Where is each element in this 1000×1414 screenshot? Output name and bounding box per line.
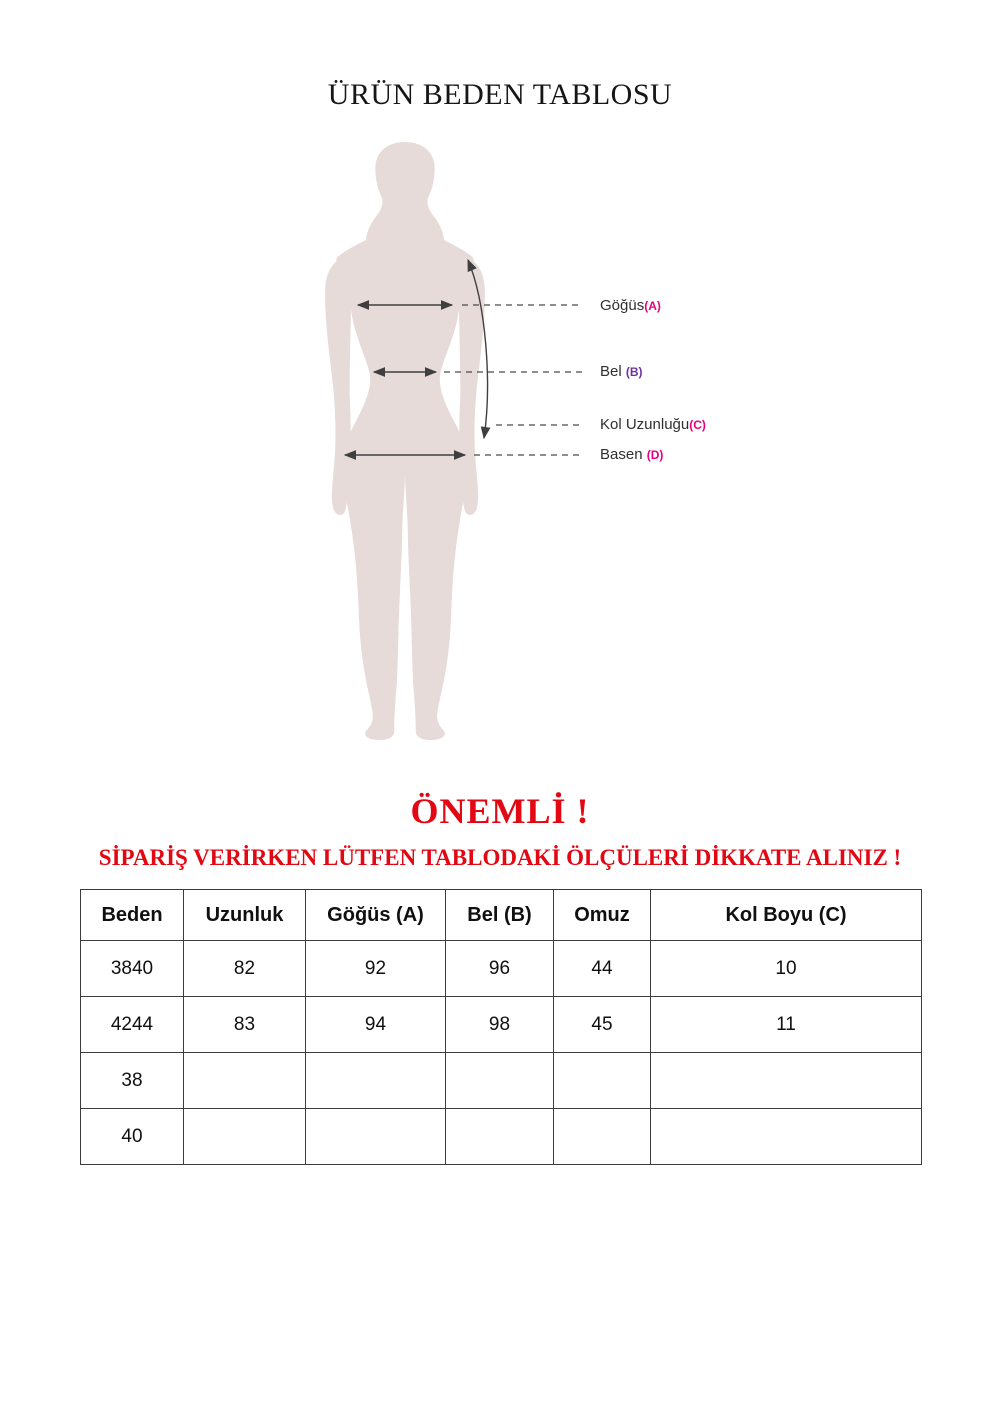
size-table	[80, 889, 922, 1165]
table-cell: 44	[554, 941, 651, 997]
page-title: ÜRÜN BEDEN TABLOSU	[327, 78, 673, 111]
silhouette-left-arm	[325, 258, 351, 515]
measurement-code: (B)	[625, 365, 643, 379]
table-header-row	[81, 890, 922, 941]
table-cell: 96	[446, 941, 554, 997]
table-row	[81, 997, 922, 1053]
table-cell: 3840	[81, 941, 184, 997]
table-cell	[306, 1109, 446, 1165]
order-warning-text: SİPARİŞ VERİRKEN LÜTFEN TABLODAKİ ÖLÇÜLERİ DİKKATE ALINIZ !	[98, 845, 902, 870]
silhouette-right-arm	[459, 258, 485, 515]
measurement-label-chest	[600, 297, 661, 315]
body-silhouette	[325, 142, 485, 740]
table-cell	[554, 1109, 651, 1165]
table-cell: 92	[306, 941, 446, 997]
column-header-beden: Beden	[81, 890, 184, 941]
table-cell: 4244	[81, 997, 184, 1053]
table-cell	[184, 1109, 306, 1165]
table-row	[81, 1053, 922, 1109]
table-cell	[446, 1109, 554, 1165]
table-cell	[184, 1053, 306, 1109]
table-cell	[651, 1053, 922, 1109]
size-diagram	[290, 138, 600, 753]
measurement-code: (A)	[644, 299, 661, 313]
table-cell	[306, 1053, 446, 1109]
important-heading: ÖNEMLİ !	[410, 791, 590, 831]
table-cell: 38	[81, 1053, 184, 1109]
column-header-omuz: Omuz	[554, 890, 651, 941]
table-cell: 11	[651, 997, 922, 1053]
measurement-label-arm-length	[600, 416, 706, 434]
table-cell: 10	[651, 941, 922, 997]
silhouette-torso-legs	[336, 142, 474, 740]
measurement-label-waist	[600, 363, 643, 381]
measurement-text: Bel	[600, 363, 626, 380]
column-header-gogus: Göğüs (A)	[306, 890, 446, 941]
table-cell	[446, 1053, 554, 1109]
table-row	[81, 941, 922, 997]
table-cell	[554, 1053, 651, 1109]
column-header-bel: Bel (B)	[446, 890, 554, 941]
table-cell: 98	[446, 997, 554, 1053]
measurement-text: Basen	[600, 446, 647, 463]
table-row	[81, 1109, 922, 1165]
measurement-code: (C)	[689, 418, 706, 432]
column-header-uzunluk: Uzunluk	[184, 890, 306, 941]
table-cell	[651, 1109, 922, 1165]
table-cell: 45	[554, 997, 651, 1053]
column-header-kol-boyu: Kol Boyu (C)	[651, 890, 922, 941]
table-cell: 82	[184, 941, 306, 997]
table-cell: 83	[184, 997, 306, 1053]
measurement-code: (D)	[646, 448, 664, 462]
table-cell: 40	[81, 1109, 184, 1165]
measurement-text: Kol Uzunluğu	[600, 416, 690, 433]
measurement-label-hip	[600, 446, 663, 464]
measurement-text: Göğüs	[600, 297, 645, 314]
table-cell: 94	[306, 997, 446, 1053]
